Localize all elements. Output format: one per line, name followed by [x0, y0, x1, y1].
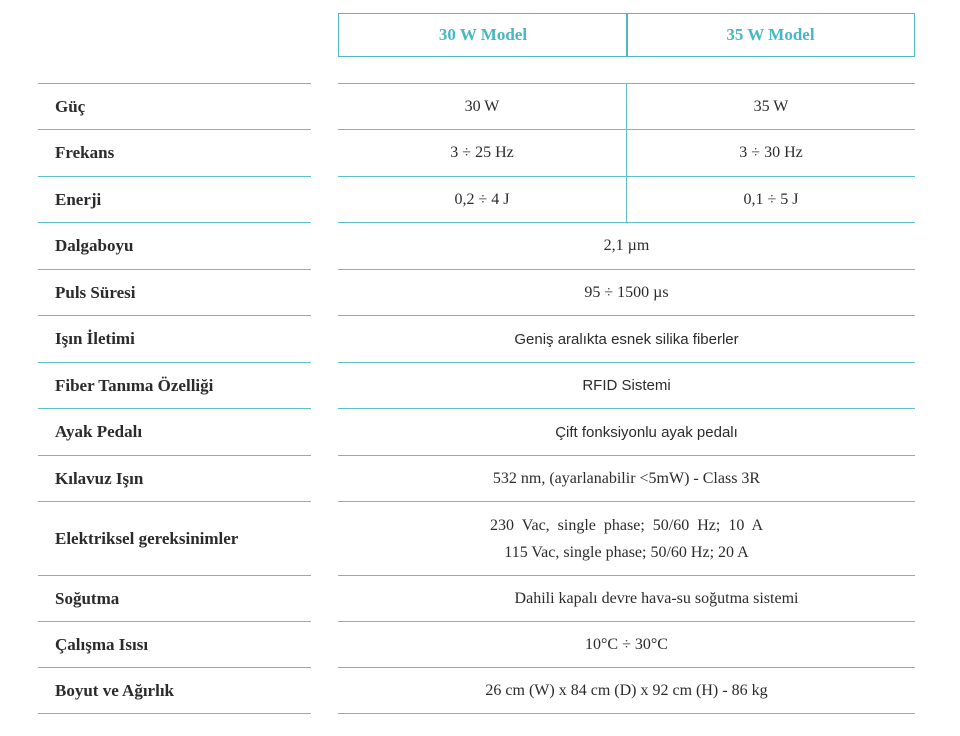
row-divider-right [338, 713, 915, 714]
cell-boyut-agirlik: 26 cm (W) x 84 cm (D) x 92 cm (H) - 86 kg [485, 681, 768, 699]
cell-elektriksel-line1: 230 Vac, single phase; 50/60 Hz; 10 A [489, 516, 763, 534]
cell-fiber-tanima: RFID Sistemi [582, 377, 671, 394]
row-label-sogutma: Soğutma [55, 588, 120, 608]
cell-sogutma: Dahili kapalı devre hava-su soğutma sistemi [514, 589, 799, 607]
row-label-kilavuz-isin: Kılavuz Işın [55, 468, 144, 488]
column-header-35w [626, 13, 915, 57]
row-label-frekans: Frekans [55, 143, 115, 162]
row-divider-left [38, 713, 311, 714]
cell-elektriksel [338, 502, 915, 575]
row-label-calisma-isisi: Çalışma Isısı [55, 634, 149, 654]
column-header-30w [338, 13, 628, 57]
cell-ayak-pedali: Çift fonksiyonlu ayak pedalı [555, 423, 738, 441]
row-label-elektriksel: Elektriksel gereksinimler [55, 528, 239, 548]
row-label-dalgaboyu: Dalgaboyu [55, 236, 134, 255]
row-label-enerji: Enerji [55, 189, 102, 209]
cell-enerji-30w: 0,2 ÷ 4 J [454, 190, 510, 208]
cell-puls-suresi: 95 ÷ 1500 µs [584, 283, 669, 301]
row-label-puls-suresi: Puls Süresi [55, 282, 136, 302]
cell-guc-35w: 35 W [753, 97, 789, 115]
cell-calisma-isisi: 10°C ÷ 30°C [585, 635, 668, 653]
cell-enerji-35w: 0,1 ÷ 5 J [743, 190, 799, 208]
row-label-isin-iletimi: Işın İletimi [55, 329, 135, 348]
cell-guc-30w: 30 W [464, 97, 500, 115]
cell-elektriksel-line2: 115 Vac, single phase; 50/60 Hz; 20 A [504, 543, 749, 561]
cell-frekans-35w: 3 ÷ 30 Hz [739, 144, 803, 161]
cell-isin-iletimi: Geniş aralıkta esnek silika fiberler [514, 330, 739, 348]
row-label-ayak-pedali: Ayak Pedalı [55, 422, 143, 441]
column-header-35w-label: 35 W Model [726, 25, 815, 44]
row-label-guc: Güç [55, 96, 86, 116]
cell-kilavuz-isin: 532 nm, (ayarlanabilir <5mW) - Class 3R [492, 469, 761, 487]
column-header-30w-label: 30 W Model [438, 25, 528, 44]
row-label-fiber-tanima: Fiber Tanıma Özelliği [55, 375, 214, 395]
cell-dalgaboyu: 2,1 µm [603, 237, 650, 254]
cell-frekans-30w: 3 ÷ 25 Hz [450, 144, 514, 161]
row-label-boyut-agirlik: Boyut ve Ağırlık [55, 680, 175, 700]
